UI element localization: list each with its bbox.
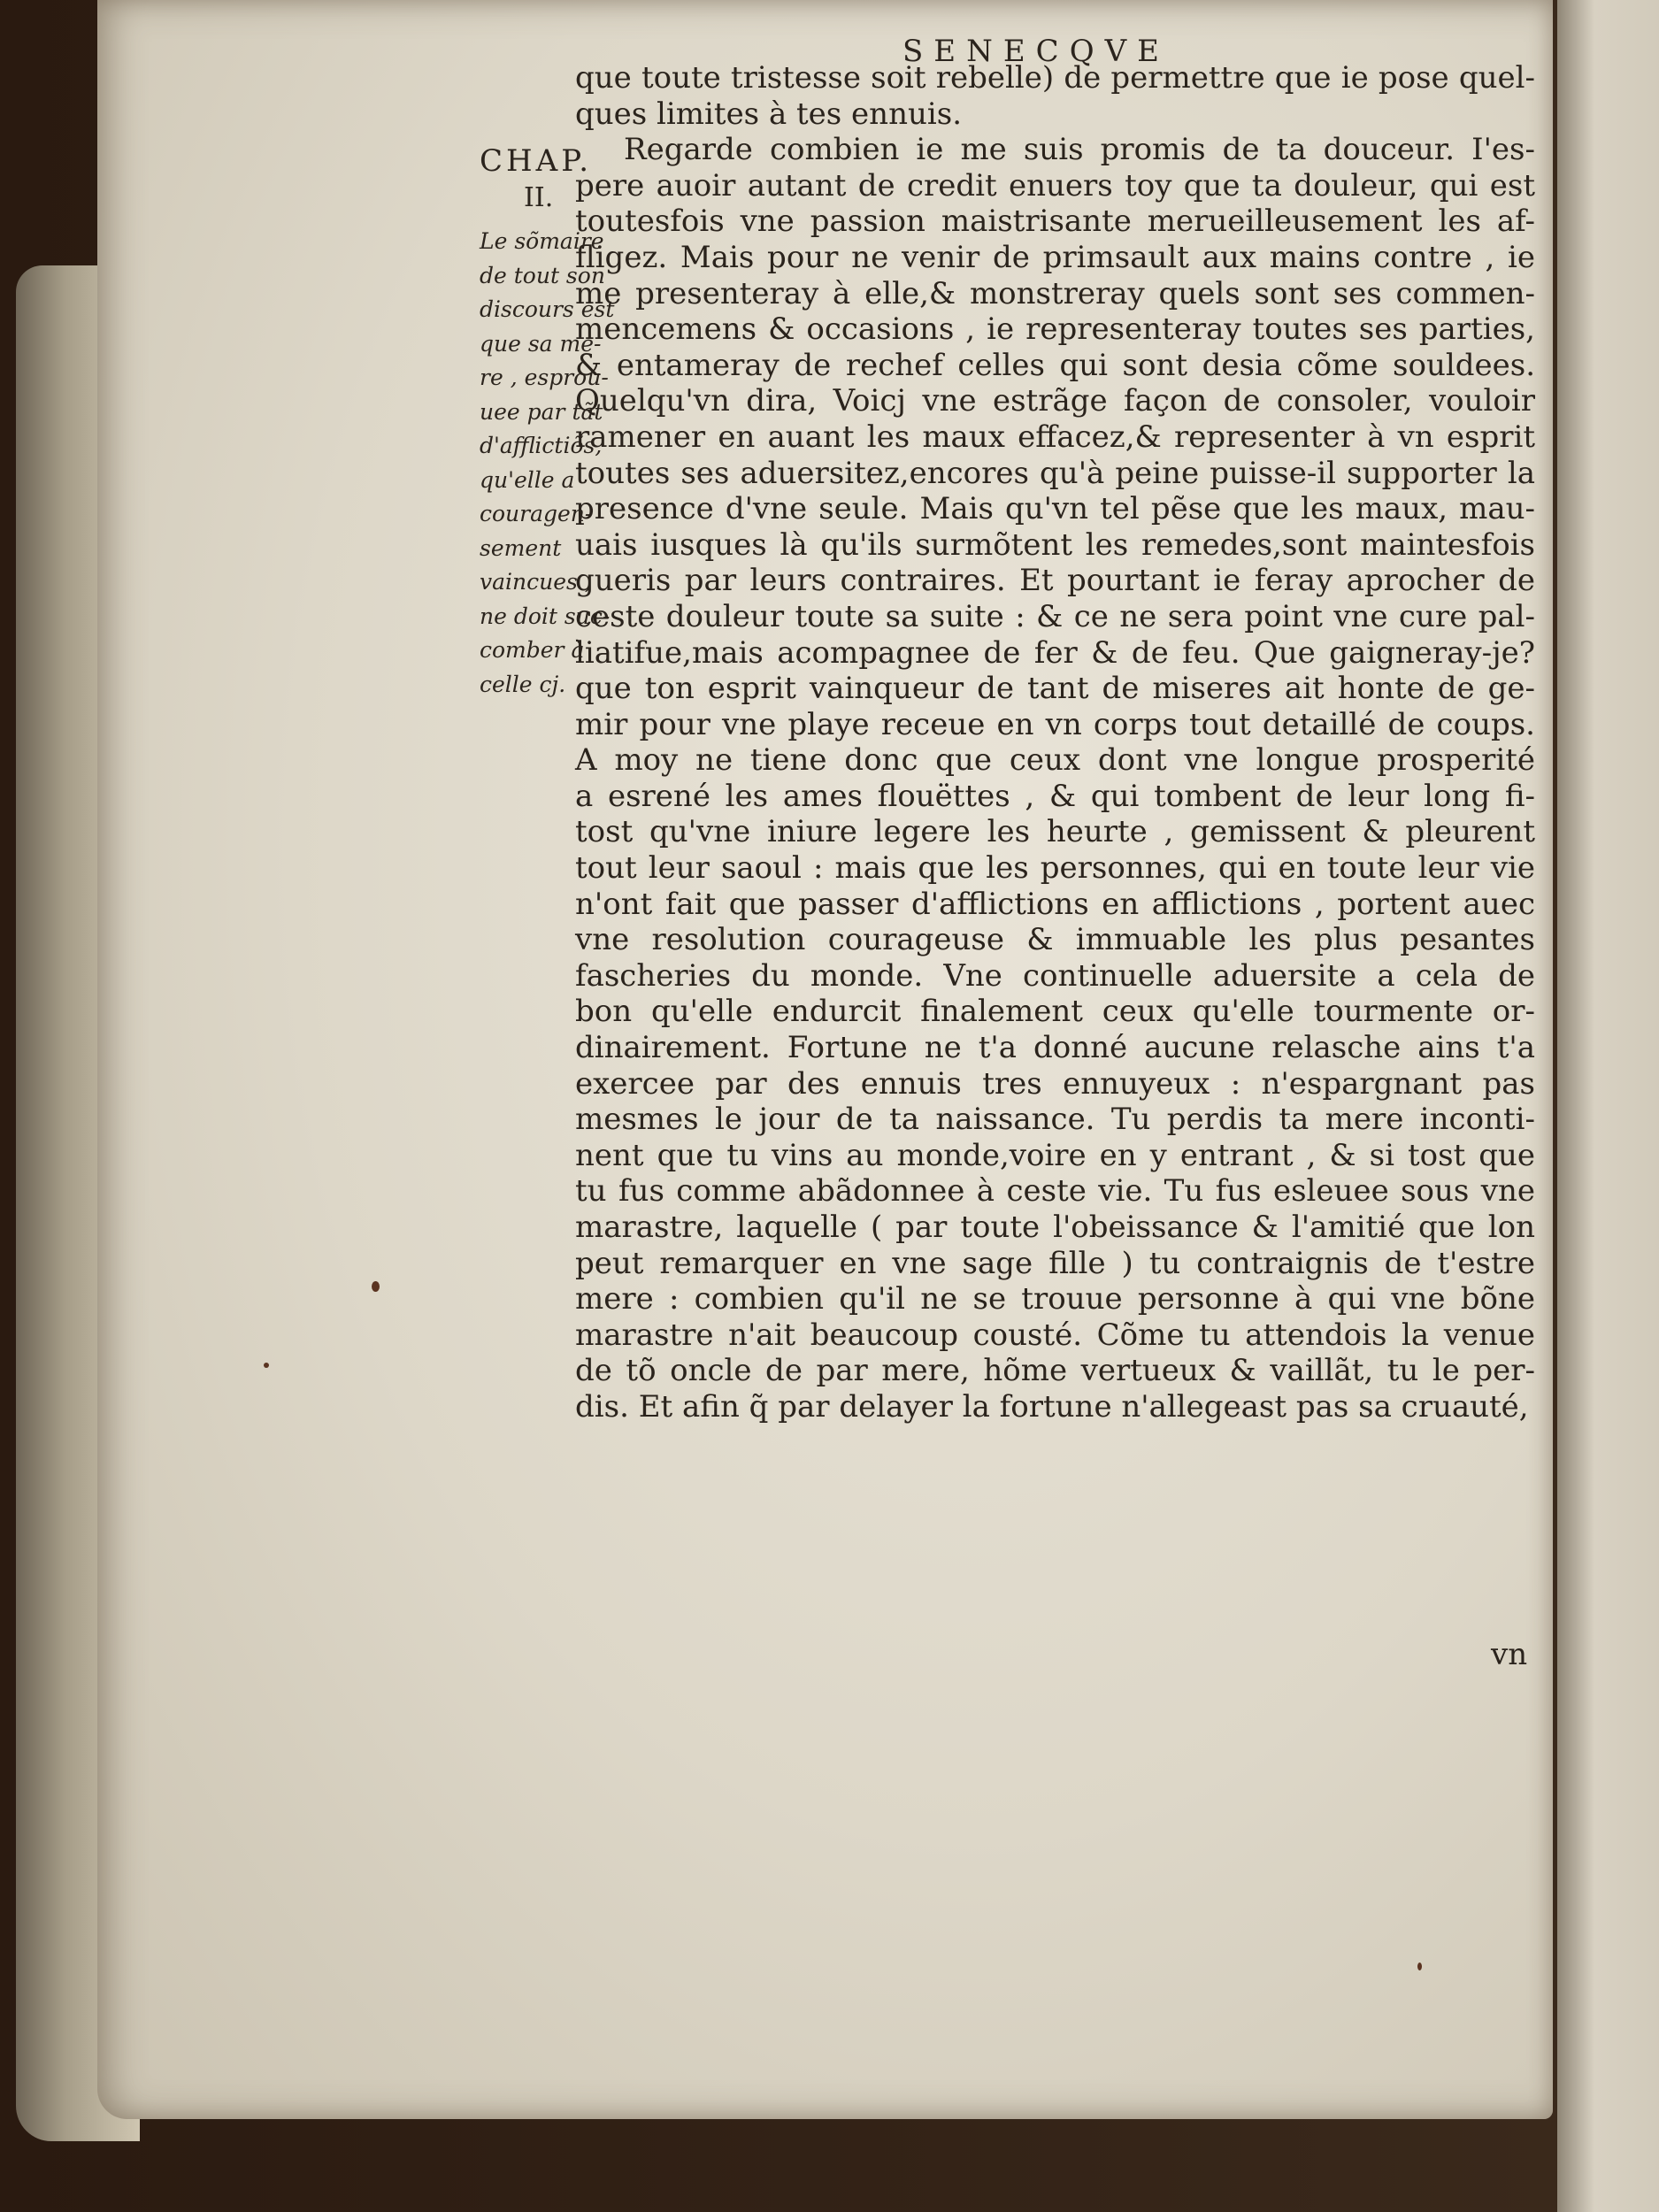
text-line: vne resolution courageuse & immuable les plus pesantes (575, 922, 1535, 958)
text-line: tost qu'vne iniure legere les heurte , gemissent & pleurent (575, 814, 1535, 850)
text-line: ques limites à tes ennuis. (575, 96, 963, 132)
facing-page-edge (1557, 0, 1659, 2212)
catchword: vn (1491, 1637, 1528, 1672)
gloss-line: celle cj. (480, 671, 566, 697)
paper-spot (264, 1363, 269, 1368)
gloss-line: sement (480, 534, 562, 561)
text-line: tu fus comme abãdonnee à ceste vie. Tu fus esleuee sous vne (575, 1173, 1535, 1210)
paper-spot (372, 1281, 380, 1292)
text-line: dis. Et afin q̃ par delayer la fortune n'allegeast pas sa cruauté, (575, 1388, 1529, 1425)
chapter-number: II. (524, 182, 554, 213)
text-line: dinairement. Fortune ne t'a donné aucune relasche ains t'a (575, 1030, 1535, 1066)
text-line: exercee par des ennuis tres ennuyeux : n'espargnant pas (575, 1065, 1535, 1102)
gloss-line: de tout son (480, 262, 605, 288)
text-line: uais iusques là qu'ils surmõtent les remedes,sont maintesfois (575, 526, 1535, 563)
text-line: presence d'vne seule. Mais qu'vn tel pẽse que les maux, mau- (575, 491, 1535, 527)
gloss-line: uee par tãt (480, 398, 603, 425)
text-line: n'ont fait que passer d'afflictions en afflictions , portent auec (575, 886, 1535, 922)
gloss-line: re , esprou- (480, 365, 609, 390)
gloss-line: que sa me- (480, 330, 602, 357)
gloss-line: discours est (480, 296, 615, 322)
text-line: toutesfois vne passion maistrisante merueilleusement les af- (575, 204, 1535, 240)
text-line: marastre, laquelle ( par toute l'obeissance & l'amitié que lon (575, 1210, 1535, 1245)
gloss-line: d'afflictiõs, (480, 433, 603, 458)
text-line: nent que tu vins au monde,voire en y entrant , & si tost que (575, 1137, 1535, 1173)
paper-spot (1417, 1962, 1422, 1970)
text-line: a esrené les ames flouëttes , & qui tombent de leur long fi- (575, 778, 1535, 814)
text-line: fascheries du monde. Vne continuelle aduersite a cela de (575, 957, 1535, 994)
text-line: & entameray de rechef celles qui sont desia cõme souldees. (575, 347, 1535, 383)
gloss-line: ne doit suc- (480, 603, 611, 629)
text-line: mencemens & occasions , ie representeray toutes ses parties, (575, 311, 1535, 348)
text-line: mere : combien qu'il ne se trouue personne à qui vne bõne (575, 1281, 1535, 1317)
text-line: bon qu'elle endurcit finalement ceux qu'elle tourmente or- (575, 994, 1535, 1030)
text-line: fligez. Mais pour ne venir de primsault aux mains contre , ie (575, 239, 1535, 275)
text-line: Quelqu'vn dira, Voicj vne estrãge façon de consoler, vouloir (575, 383, 1535, 419)
gloss-line: vaincues , (480, 569, 592, 595)
text-line: me presenteray à elle,& monstreray quels sont ses commen- (575, 275, 1535, 311)
text-line: ceste douleur toute sa suite : & ce ne sera point vne cure pal- (575, 598, 1535, 634)
text-line: A moy ne tiene donc que ceux dont vne longue prosperité (575, 742, 1535, 779)
text-line: toutes ses aduersitez,encores qu'à peine puisse-il supporter la (575, 455, 1535, 491)
text-line: mir pour vne playe receue en vn corps tout detaillé de coups. (575, 706, 1535, 742)
body-text (575, 60, 1535, 1425)
text-line: pere auoir autant de credit enuers toy que ta douleur, qui est (575, 167, 1535, 204)
gloss-line: qu'elle a (480, 466, 575, 493)
text-line: mesmes le jour de ta naissance. Tu perdis ta mere inconti- (575, 1102, 1535, 1138)
text-line: que ton esprit vainqueur de tant de miseres ait honte de ge- (575, 671, 1535, 707)
text-line: marastre n'ait beaucoup cousté. Cõme tu attendois la venue (575, 1317, 1535, 1353)
text-line: ramener en auant les maux effacez,& representer à vn esprit (575, 419, 1535, 455)
text-line: liatifue,mais acompagnee de fer & de feu. Que gaigneray-je? (575, 634, 1535, 671)
gloss-line: comber à (480, 637, 585, 663)
text-line: que toute tristesse soit rebelle) de permettre que ie pose quel- (575, 60, 1535, 96)
gloss-line: couragen- (480, 501, 593, 526)
running-head: SENECQVE (902, 34, 1170, 69)
text-line: de tõ oncle de par mere, hõme vertueux & vaillãt, tu le per- (575, 1353, 1535, 1389)
chapter-label: CHAP. (480, 143, 593, 179)
gloss-line: Le sõmaire (480, 228, 604, 254)
text-line: tout leur saoul : mais que les personnes, qui en toute leur vie (575, 850, 1535, 887)
text-line: peut remarquer en vne sage fille ) tu contraignis de t'estre (575, 1245, 1535, 1281)
text-line: gueris par leurs contraires. Et pourtant ie feray aprocher de (575, 563, 1535, 599)
text-line: Regarde combien ie me suis promis de ta douceur. I'es- (624, 132, 1535, 168)
